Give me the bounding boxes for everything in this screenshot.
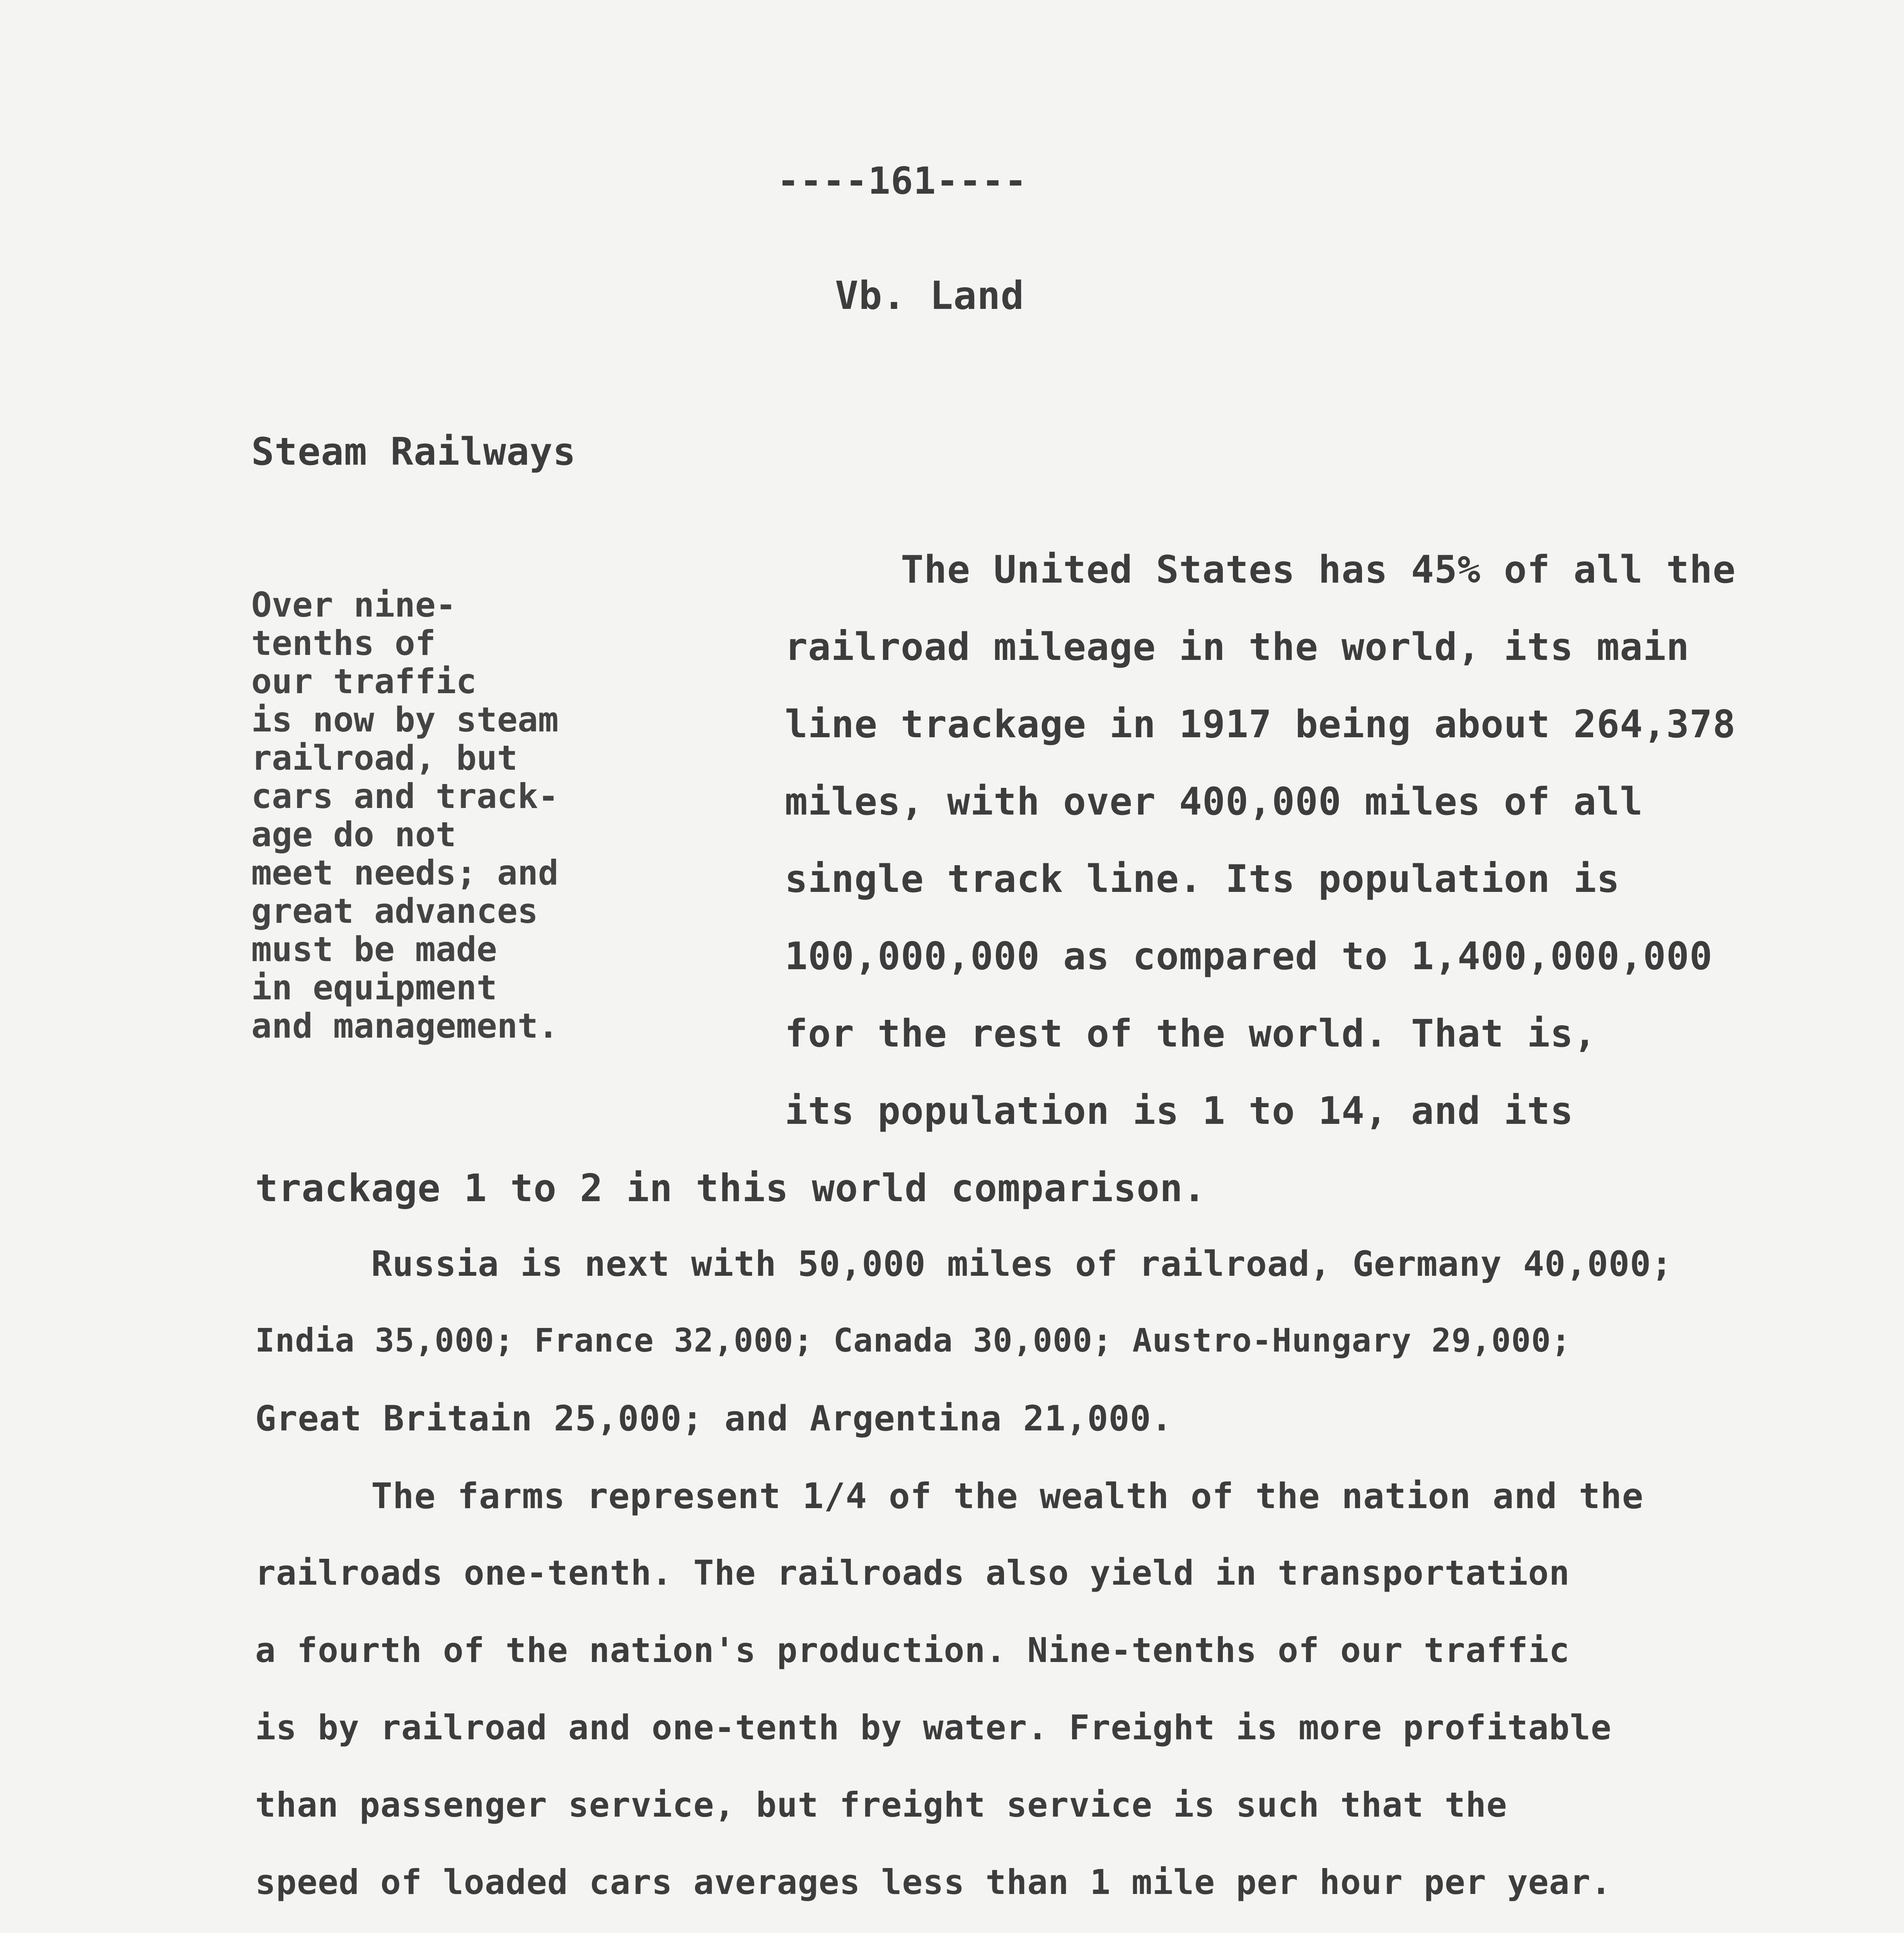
body-line: Russia is next with 50,000 miles of railroad, Germany 40,000; bbox=[371, 1244, 1673, 1284]
margin-note-line: tenths of bbox=[251, 623, 436, 663]
margin-note-line: railroad, but bbox=[251, 738, 518, 778]
margin-note-line: and management. bbox=[251, 1006, 559, 1046]
body-line: railroad mileage in the world, its main bbox=[785, 625, 1690, 669]
body-line: speed of loaded cars averages less than 1 mile per hour per year. bbox=[255, 1862, 1612, 1902]
margin-note-line: meet needs; and bbox=[251, 853, 559, 893]
body-line: trackage 1 to 2 in this world comparison. bbox=[255, 1166, 1207, 1210]
margin-note-line: age do not bbox=[251, 815, 456, 854]
margin-note-line: great advances bbox=[251, 891, 538, 931]
body-line: is by railroad and one-tenth by water. Freight is more profitable bbox=[255, 1708, 1612, 1747]
body-line: 100,000,000 as compared to 1,400,000,000 bbox=[785, 934, 1713, 978]
page-marker: ----161---- bbox=[777, 159, 1027, 203]
body-line: for the rest of the world. That is, bbox=[785, 1012, 1597, 1056]
body-line: its population is 1 to 14, and its bbox=[785, 1089, 1574, 1133]
margin-note-line: in equipment bbox=[251, 968, 497, 1007]
body-line: line trackage in 1917 being about 264,378 bbox=[785, 702, 1736, 747]
margin-note-line: cars and track- bbox=[251, 776, 559, 816]
body-line: The farms represent 1/4 of the wealth of the nation and the bbox=[371, 1476, 1644, 1517]
body-line: a fourth of the nation's production. Nine-tenths of our traffic bbox=[255, 1630, 1570, 1670]
body-line: single track line. Its population is bbox=[785, 857, 1620, 901]
section-heading: Steam Railways bbox=[251, 430, 576, 474]
body-line: railroads one-tenth. The railroads also yield in transportation bbox=[255, 1553, 1570, 1593]
margin-note-line: our traffic bbox=[251, 661, 477, 701]
body-line: The United States has 45% of all the bbox=[901, 548, 1736, 592]
margin-note-line: Over nine- bbox=[251, 585, 456, 625]
margin-note-line: must be made bbox=[251, 929, 497, 969]
body-line: miles, with over 400,000 miles of all bbox=[785, 780, 1643, 824]
body-line: India 35,000; France 32,000; Canada 30,000; Austro-Hungary 29,000; bbox=[255, 1321, 1571, 1359]
body-line: Great Britain 25,000; and Argentina 21,000. bbox=[255, 1398, 1173, 1439]
margin-note-line: is now by steam bbox=[251, 700, 559, 740]
body-line: than passenger service, but freight service is such that the bbox=[255, 1785, 1507, 1825]
section-title: Vb. Land bbox=[835, 273, 1024, 318]
